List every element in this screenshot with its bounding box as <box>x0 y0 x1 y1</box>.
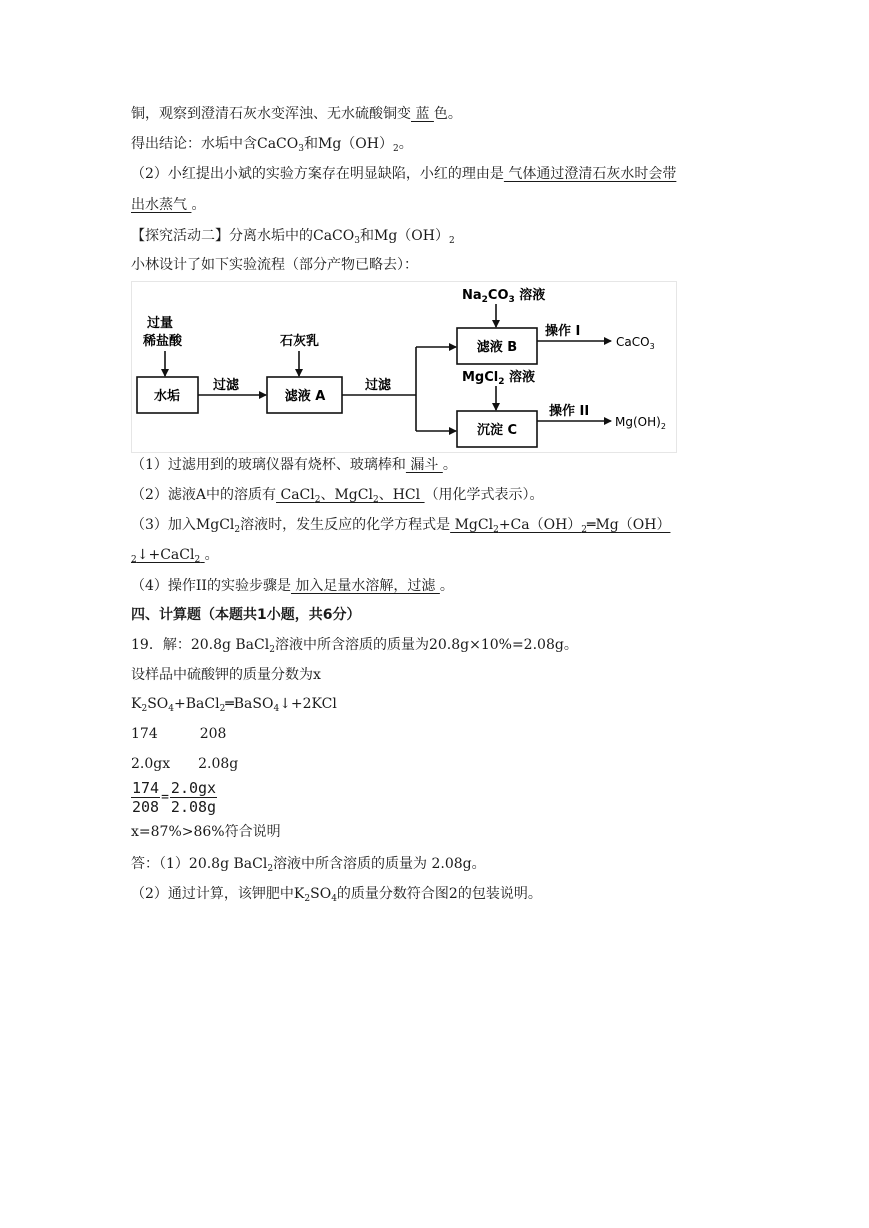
reagent-label: 稀盐酸 <box>143 334 183 349</box>
answer-blank: $MgCl_2+Ca(OH)_2═Mg(OH)$ <box>450 517 671 535</box>
answer-blank: 出水蒸气 <box>131 197 192 213</box>
solution-line: 19．解：20.8g BaCl$_2$溶液中所含溶质的质量为20.8g×10%=2.08g。 <box>131 637 578 655</box>
answer-blank: 加入足量水溶解，过滤 <box>290 578 440 594</box>
question-line: （4）操作II的实验步骤是 加入足量水溶解，过滤 。 <box>131 578 454 594</box>
flowchart-border <box>132 282 677 453</box>
answer-line: 答：（1）20.8g BaCl$_2$溶液中所含溶质的质量为 2.08g。 <box>131 856 486 874</box>
molar-mass-line: 174 208 <box>131 726 227 742</box>
question-line: （1）过滤用到的玻璃仪器有烧杯、玻璃棒和 漏斗 。 <box>131 457 457 473</box>
product-label: CaCO$_3$ <box>616 335 655 351</box>
text-line: 得出结论：水垢中含CaCO$_3$和$Mg(OH)_2$。 <box>131 136 413 154</box>
text-line: （2）小红提出小斌的实验方案存在明显缺陷，小红的理由是 气体通过澄清石灰水时会带 <box>131 166 677 182</box>
result-line: x=87%>86%符合说明 <box>131 824 281 840</box>
answer-line: （2）通过计算，该钾肥中$K_2SO_4$的质量分数符合图2的包装说明。 <box>131 886 542 904</box>
reagent-label: 石灰乳 <box>280 334 320 349</box>
chemical-equation: $K_2SO_4+BaCl_2═BaSO_4↓+2KCl$ <box>131 696 337 714</box>
answer-blank: 蓝 <box>411 106 434 122</box>
svg-text:沉淀 C: 沉淀 C <box>476 423 518 438</box>
question-line: （2）滤液A中的溶质有 CaCl$_2$、MgCl$_2$、HCl （用化学式表示）。 <box>131 487 544 505</box>
svg-text:水垢: 水垢 <box>153 389 181 404</box>
question-line: （3）加入MgCl$_2$溶液时，发生反应的化学方程式是 $MgCl_2+Ca(OH)_2═Mg(OH)$ <box>131 517 671 535</box>
arrow-label: 过滤 <box>365 378 392 393</box>
answer-blank: 气体通过澄清石灰水时会带 <box>503 166 677 182</box>
svg-text:滤液 A: 滤液 A <box>284 389 326 404</box>
text-line: 出水蒸气 。 <box>131 197 206 213</box>
proportion-equation: $\frac{174}{208}$ = $\frac{2.0gx}{2.08g}$ <box>132 779 217 816</box>
svg-text:滤液 B: 滤液 B <box>476 340 518 355</box>
answer-blank: 漏斗 <box>405 457 443 473</box>
fraction-right: $\frac{2.0gx}{2.08g}$ <box>170 779 217 816</box>
solution-line: 设样品中硫酸钾的质量分数为x <box>131 667 321 683</box>
question-line: $_2$↓+CaCl$_2$ 。 <box>131 547 219 565</box>
answer-blank: $_2$↓+CaCl$_2$ <box>131 547 201 565</box>
text-line: 铜，观察到澄清石灰水变浑浊、无水硫酸铜变 蓝 色。 <box>131 106 462 122</box>
arrow-label: 操作 II <box>549 404 590 419</box>
reagent-label: MgCl$_2$ 溶液 <box>462 370 536 387</box>
answer-blank: CaCl$_2$、MgCl$_2$、HCl <box>276 487 425 505</box>
text-line: 小林设计了如下实验流程（部分产物已略去）： <box>131 257 418 273</box>
section-heading: 四、计算题（本题共1小题，共6分） <box>131 607 361 623</box>
reagent-label: $Na_2CO_3$ 溶液 <box>462 288 546 305</box>
flowchart-diagram <box>131 281 677 453</box>
arrow-label: 过滤 <box>213 378 240 393</box>
reagent-label: 过量 <box>147 316 174 331</box>
section-heading: 【探究活动二】分离水垢中的CaCO$_3$和$Mg(OH)_2$ <box>131 228 455 246</box>
arrow-label: 操作 I <box>545 324 581 339</box>
fraction-left: $\frac{174}{208}$ <box>132 779 160 816</box>
product-label: $Mg(OH)_2$ <box>615 415 666 431</box>
mass-line: 2.0gx 2.08g <box>131 756 239 772</box>
